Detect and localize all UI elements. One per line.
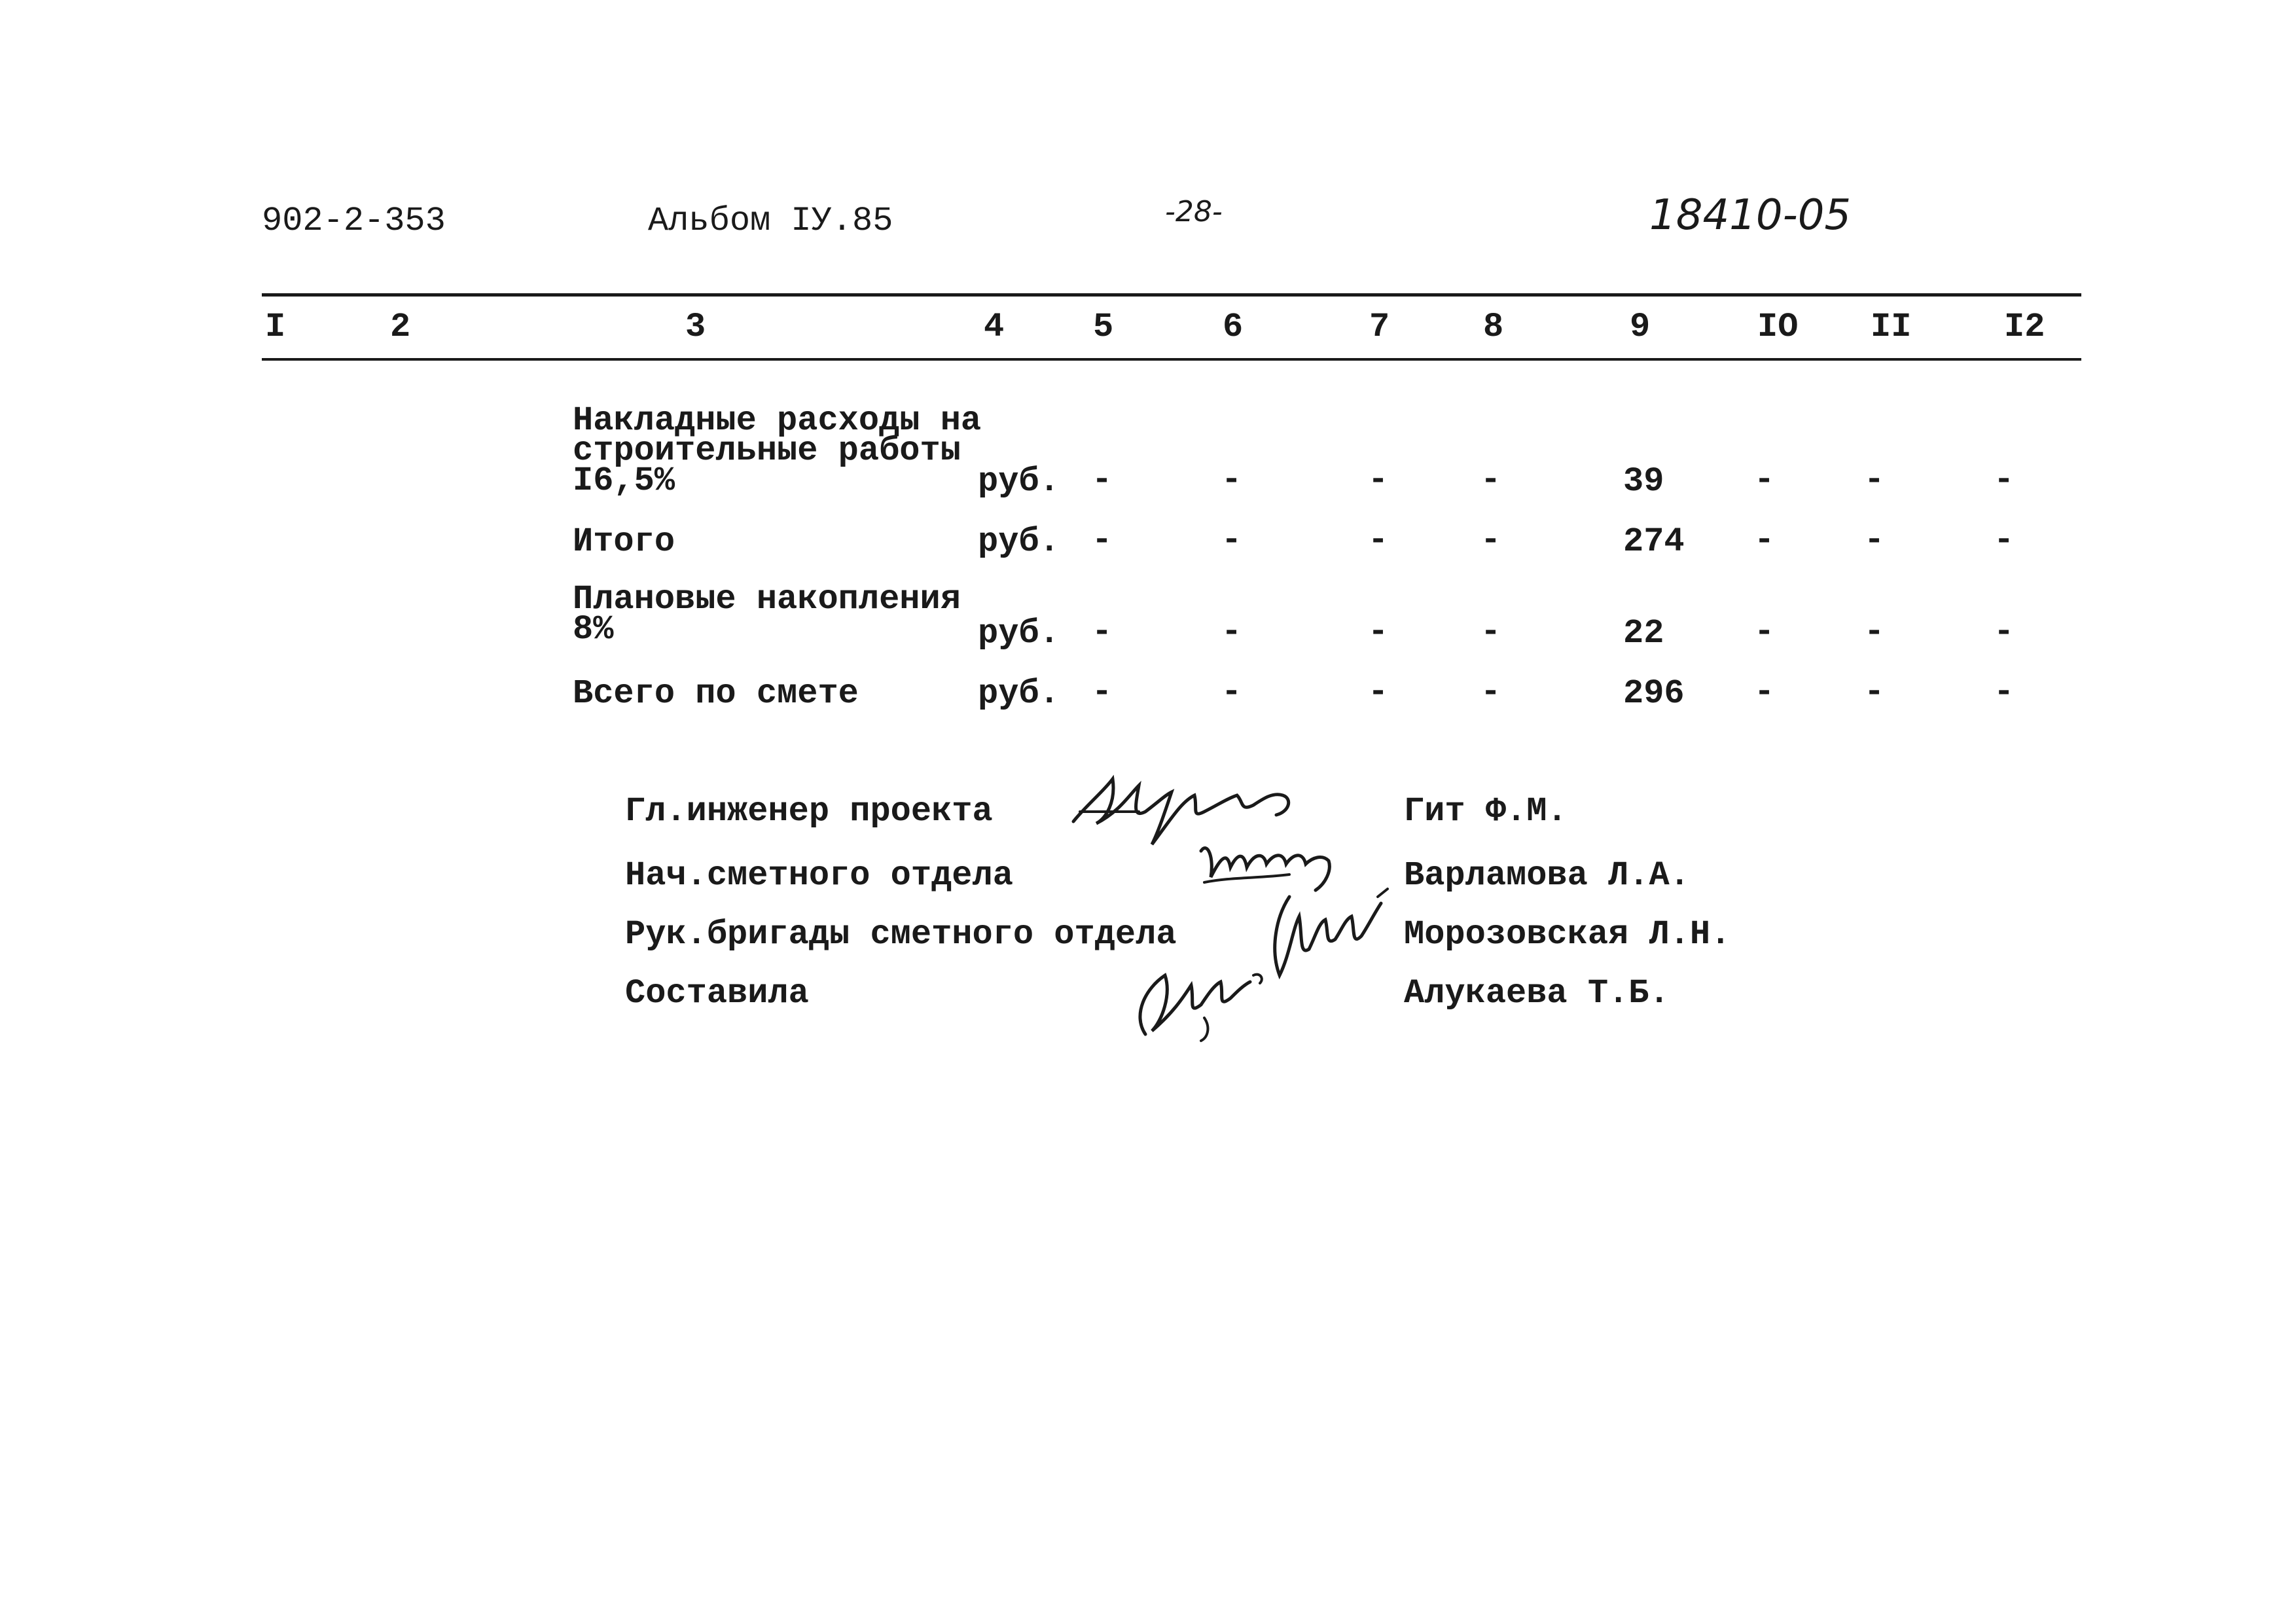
col-header-10: IO [1757, 308, 1799, 346]
row-label-line: Итого [573, 522, 675, 561]
signatory-name: Морозовская Л.Н. [1404, 915, 1731, 954]
cell-col6: - [1221, 613, 1242, 651]
cell-col6: - [1221, 673, 1242, 712]
signature-autograph-3 [1263, 884, 1394, 995]
cell-col11: - [1864, 613, 1885, 651]
row-label-line: строительные работы [573, 431, 961, 470]
row-label-line: Плановые накопления [573, 580, 961, 619]
signature-role: Рук.бригады сметного отдела [625, 915, 1177, 954]
col-header-2: 2 [390, 308, 411, 346]
cell-col8: - [1480, 521, 1501, 560]
signature-role: Гл.инженер проекта [625, 792, 993, 831]
cell-col7: - [1368, 673, 1389, 712]
cell-col7: - [1368, 613, 1389, 651]
signature-autograph-4 [1126, 949, 1276, 1047]
cell-col8: - [1480, 613, 1501, 651]
cell-col5: - [1092, 521, 1113, 560]
cell-col5: - [1092, 613, 1113, 651]
table-row-label [573, 674, 859, 713]
signatory-name: Алукаева Т.Б. [1404, 974, 1670, 1013]
signature-role: Составила [625, 974, 809, 1013]
cell-col9: 22 [1623, 614, 1664, 653]
cell-col6: - [1221, 521, 1242, 560]
signature-role: Нач.сметного отдела [625, 856, 1013, 895]
col-header-9: 9 [1630, 308, 1651, 346]
inventory-number: 18410-05 [1649, 191, 1852, 240]
cell-col12: - [1994, 461, 2015, 499]
cell-col7: - [1368, 461, 1389, 499]
signatory-name: Варламова Л.А. [1404, 856, 1690, 895]
cell-col9: 274 [1623, 522, 1685, 561]
cell-col10: - [1754, 461, 1775, 499]
row-unit: руб. [978, 614, 1060, 653]
col-header-4: 4 [984, 308, 1005, 346]
page-number: -28- [1165, 195, 1223, 228]
cell-col9: 39 [1623, 462, 1664, 501]
row-label-line: Накладные расходы на [573, 401, 982, 440]
row-unit: руб. [978, 522, 1060, 561]
album-label: Альбом IУ.85 [648, 202, 893, 240]
cell-col12: - [1994, 521, 2015, 560]
cell-col8: - [1480, 673, 1501, 712]
cell-col10: - [1754, 673, 1775, 712]
row-unit: руб. [978, 462, 1060, 501]
cell-col8: - [1480, 461, 1501, 499]
row-label-line: Всего по смете [573, 674, 859, 713]
table-header-rule [262, 358, 2081, 361]
col-header-1: I [265, 308, 286, 346]
document-number: 902-2-353 [262, 202, 446, 240]
col-header-12: I2 [2004, 308, 2045, 346]
col-header-5: 5 [1093, 308, 1114, 346]
cell-col10: - [1754, 613, 1775, 651]
row-unit: руб. [978, 674, 1060, 713]
table-top-rule [262, 293, 2081, 297]
col-header-8: 8 [1483, 308, 1504, 346]
cell-col12: - [1994, 673, 2015, 712]
row-label-line: 8% [573, 610, 614, 649]
cell-col9: 296 [1623, 674, 1685, 713]
col-header-7: 7 [1369, 308, 1390, 346]
cell-col12: - [1994, 613, 2015, 651]
cell-col7: - [1368, 521, 1389, 560]
col-header-6: 6 [1223, 308, 1244, 346]
row-label-line: I6,5% [573, 461, 675, 500]
signatory-name: Гит Ф.М. [1404, 792, 1568, 831]
cell-col11: - [1864, 461, 1885, 499]
cell-col5: - [1092, 673, 1113, 712]
table-row-label [573, 522, 675, 561]
cell-col10: - [1754, 521, 1775, 560]
cell-col5: - [1092, 461, 1113, 499]
cell-col6: - [1221, 461, 1242, 499]
table-row-label [573, 580, 961, 649]
cell-col11: - [1864, 673, 1885, 712]
col-header-11: II [1871, 308, 1912, 346]
cell-col11: - [1864, 521, 1885, 560]
table-row-label [573, 401, 982, 500]
col-header-3: 3 [685, 308, 706, 346]
